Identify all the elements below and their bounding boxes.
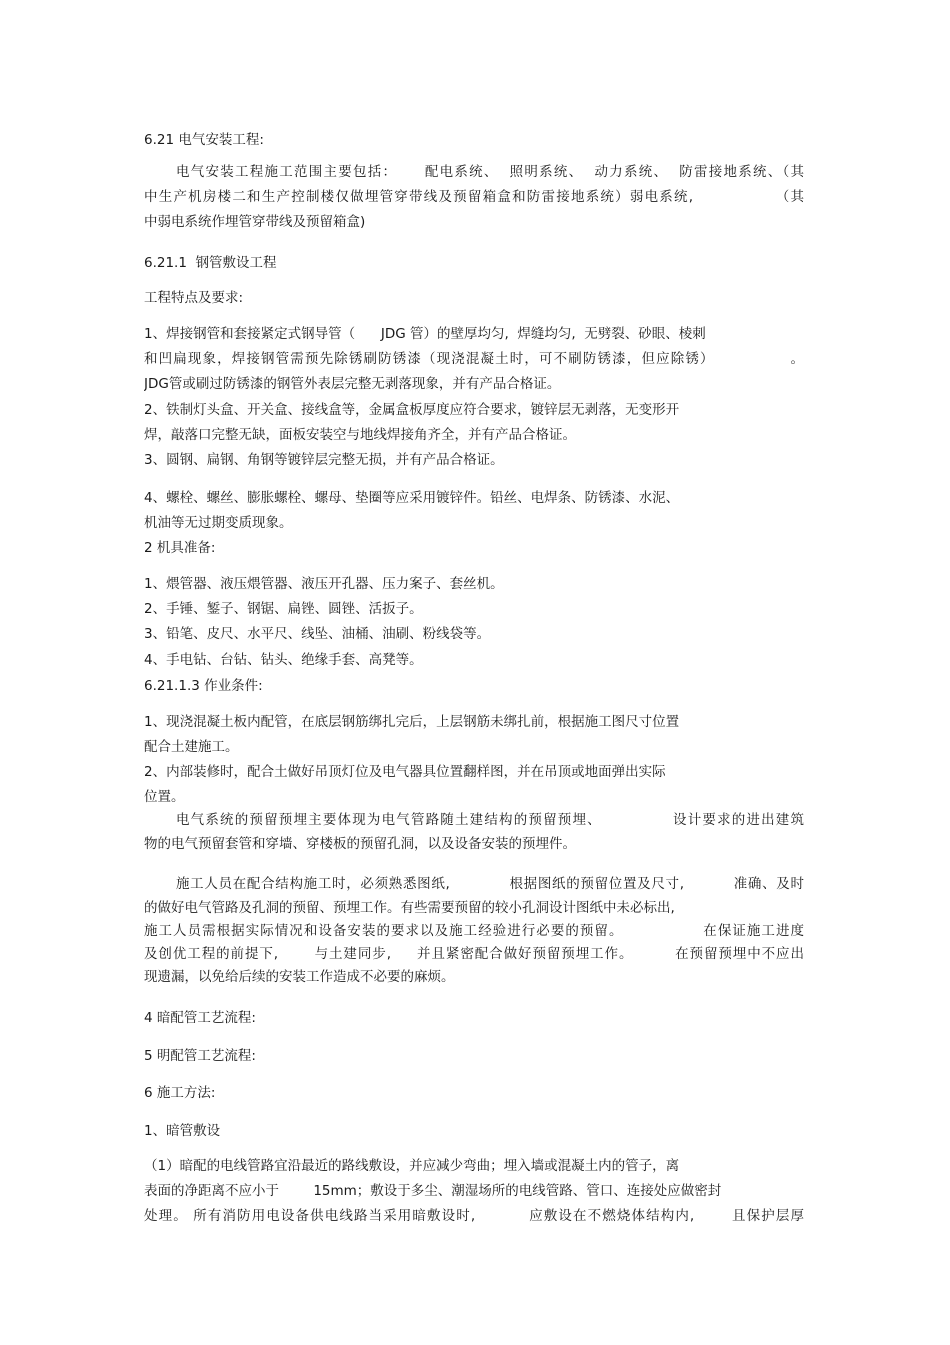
text-line: 2 机具准备:: [144, 540, 216, 556]
text-line: 1、暗管敷设: [144, 1123, 221, 1139]
text-line: 电气安装工程施工范围主要包括： 配电系统、 照明系统、 动力系统、 防雷接地系统、（其: [176, 164, 804, 180]
text-line: 中弱电系统作埋管穿带线及预留箱盒): [144, 214, 366, 230]
text-line: 工程特点及要求:: [144, 290, 244, 306]
text-line: 中生产机房楼二和生产控制楼仅做埋管穿带线及预留箱盒和防雷接地系统）弱电系统, （其: [144, 189, 804, 205]
text-line: 4、螺栓、螺丝、膨胀螺栓、螺母、垫圈等应采用镀锌件。铅丝、电焊条、防锈漆、水泥、: [144, 490, 680, 506]
text-line: 1、焊接钢管和套接紧定式钢导管（ JDG 管）的壁厚均匀, 焊缝均匀, 无劈裂、砂眼、棱刺: [144, 326, 706, 342]
text-line: 位置。: [144, 789, 185, 805]
text-line: 施工人员需根据实际情况和设备安装的要求以及施工经验进行必要的预留。 在保证施工进度: [144, 923, 804, 939]
text-line: 机油等无过期变质现象。: [144, 515, 293, 531]
text-line: 处理。 所有消防用电设备供电线路当采用暗敷设时, 应敷设在不燃烧体结构内, 且保护层厚: [144, 1208, 804, 1224]
text-line: 6.21.1.3 作业条件:: [144, 678, 263, 694]
text-line: 和凹扁现象，焊接钢管需预先除锈刷防锈漆（现浇混凝土时，可不刷防锈漆，但应除锈） 。: [144, 351, 804, 367]
text-line: 1、煨管器、液压煨管器、液压开孔器、压力案子、套丝机。: [144, 576, 504, 592]
text-line: 现遗漏，以免给后续的安装工作造成不必要的麻烦。: [144, 969, 455, 985]
text-line: 物的电气预留套管和穿墙、穿楼板的预留孔洞，以及设备安装的预埋件。: [144, 836, 576, 852]
text-line: 及创优工程的前提下, 与土建同步, 并且紧密配合做好预留预埋工作。 在预留预埋中不应出: [144, 946, 804, 962]
text-line: 6.21 电气安装工程:: [144, 132, 264, 148]
text-line: 4、手电钻、台钻、钻头、绝缘手套、高凳等。: [144, 652, 423, 668]
text-line: 2、内部装修时，配合土做好吊顶灯位及电气器具位置翻样图，并在吊顶或地面弹出实际: [144, 764, 666, 780]
text-line: 3、铅笔、皮尺、水平尺、线坠、油桶、油刷、粉线袋等。: [144, 626, 491, 642]
text-line: 6.21.1 钢管敷设工程: [144, 255, 277, 271]
text-line: 2、铁制灯头盒、开关盒、接线盒等，金属盒板厚度应符合要求，镀锌层无剥落，无变形开: [144, 402, 680, 418]
text-line: 6 施工方法:: [144, 1085, 216, 1101]
text-line: （1）暗配的电线管路宜沿最近的路线敷设，并应减少弯曲；埋入墙或混凝土内的管子，离: [144, 1158, 680, 1174]
text-line: 2、手锤、錾子、钢锯、扁锉、圆锉、活扳子。: [144, 601, 423, 617]
text-line: 3、圆钢、扁钢、角钢等镀锌层完整无损，并有产品合格证。: [144, 452, 504, 468]
text-line: 4 暗配管工艺流程:: [144, 1010, 256, 1026]
text-line: 1、现浇混凝土板内配管，在底层钢筋绑扎完后，上层钢筋未绑扎前，根据施工图尺寸位置: [144, 714, 680, 730]
text-line: 表面的净距离不应小于 15mm；敷设于多尘、潮湿场所的电线管路、管口、连接处应做密封: [144, 1183, 722, 1199]
text-line: 配合土建施工。: [144, 739, 239, 755]
text-line: 电气系统的预留预埋主要体现为电气管路随土建结构的预留预埋、 设计要求的进出建筑: [176, 812, 804, 828]
text-line: 的做好电气管路及孔洞的预留、预埋工作。有些需要预留的较小孔洞设计图纸中未必标出,: [144, 900, 675, 916]
text-line: JDG管或刷过防锈漆的钢管外表层完整无剥落现象，并有产品合格证。: [144, 376, 561, 392]
text-line: 5 明配管工艺流程:: [144, 1048, 256, 1064]
text-line: 焊，敲落口完整无缺，面板安装空与地线焊接角齐全，并有产品合格证。: [144, 427, 576, 443]
text-line: 施工人员在配合结构施工时，必须熟悉图纸, 根据图纸的预留位置及尺寸, 准确、及时: [176, 876, 804, 892]
